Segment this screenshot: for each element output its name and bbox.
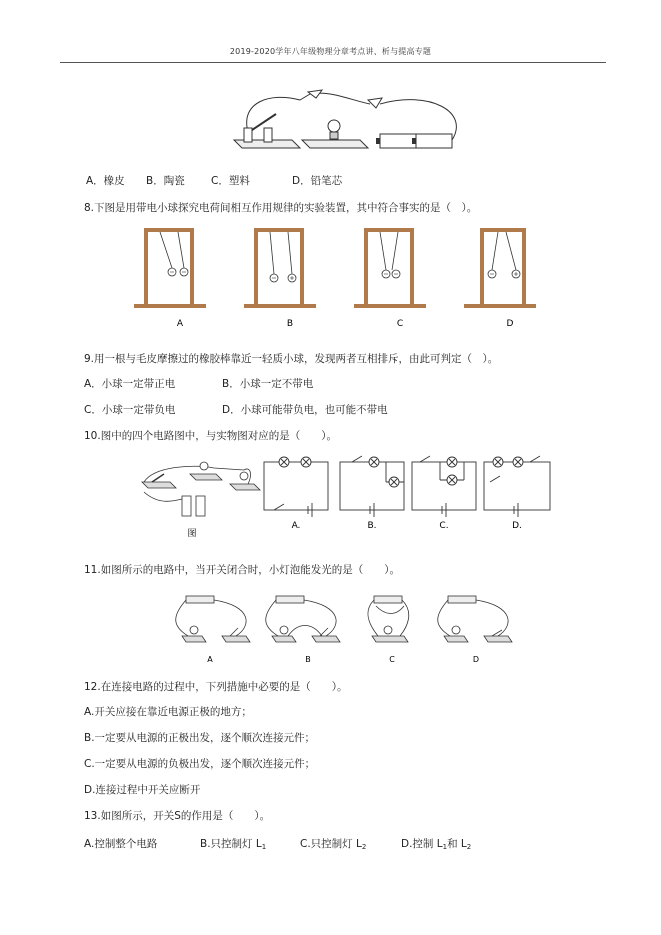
q12-stem: 12.在连接电路的过程中，下列措施中必要的是（ ）。	[84, 681, 348, 693]
q7-option-d[interactable]: D．铅笔芯	[292, 175, 343, 187]
q8-stand-d	[464, 228, 536, 308]
q8-stand-b	[244, 228, 316, 308]
q8-label-b: B	[286, 319, 294, 329]
q10-figure	[134, 452, 564, 544]
q12-option-d[interactable]: D.连接过程中开关应断开	[84, 784, 201, 796]
q13-option-b[interactable]: B.只控制灯 $L_1$	[200, 838, 267, 851]
q10-stem: 10.图中的四个电路图中，与实物图对应的是（ ）。	[84, 430, 337, 442]
q8-label-a: A	[176, 319, 184, 329]
q10-real-circuit	[142, 462, 260, 539]
q7-circuit-figure	[230, 82, 470, 154]
q9-stem: 9.用一根与毛皮摩擦过的橡胶棒靠近一轻质小球，发现两者互相排斥，由此可判定（ ）。	[84, 353, 499, 365]
q11-figure	[172, 586, 522, 666]
q12-option-a[interactable]: A.开关应接在靠近电源正极的地方；	[84, 706, 252, 718]
header-divider	[60, 62, 606, 63]
q8-stand-a	[134, 228, 206, 308]
q11-circuit-a	[176, 596, 250, 642]
q10-label-a: A.	[291, 521, 301, 531]
q9-option-b[interactable]: B．小球一定不带电	[222, 378, 314, 390]
q10-diagram-b	[340, 456, 404, 517]
q9-option-a[interactable]: A．小球一定带正电	[84, 378, 176, 390]
q12-option-b[interactable]: B.一定要从电源的正极出发，逐个顺次连接元件；	[84, 732, 316, 744]
q8-stem: 8.下图是用带电小球探究电荷间相互作用规律的实验装置，其中符合事实的是（ ）。	[84, 202, 478, 214]
q10-diagram-d	[484, 456, 550, 517]
q13-option-a[interactable]: A.控制整个电路	[84, 838, 158, 850]
q11-circuit-c	[368, 596, 409, 642]
q11-label-b: B	[305, 655, 311, 664]
q8-label-c: C	[396, 319, 404, 329]
q10-label-d: D.	[512, 521, 522, 531]
q10-diagram-a	[264, 457, 328, 517]
page-header: 2019-2020学年八年级物理分章考点讲、析与提高专题	[229, 47, 432, 56]
q13-option-d[interactable]: D.控制 $L_1$和 $L_2$	[401, 838, 472, 851]
q8-stand-c	[354, 228, 426, 308]
q10-label-b: B.	[367, 521, 377, 531]
q10-label-c: C.	[439, 521, 449, 531]
q9-option-d[interactable]: D．小球可能带负电，也可能不带电	[222, 404, 388, 416]
q12-option-c[interactable]: C.一定要从电源的负极出发，逐个顺次连接元件；	[84, 758, 316, 770]
q10-diagram-c	[412, 456, 476, 517]
q7-option-c[interactable]: C．塑料	[211, 175, 250, 187]
q13-option-c[interactable]: C.只控制灯 $L_2$	[300, 838, 367, 851]
q8-label-d: D	[506, 319, 514, 329]
q8-figure	[130, 224, 550, 334]
q7-option-a[interactable]: A．橡皮	[86, 175, 125, 187]
q10-figure-label: 图	[187, 529, 197, 539]
q11-label-a: A	[207, 655, 213, 664]
q11-label-c: C	[389, 655, 395, 664]
q9-option-c[interactable]: C．小球一定带负电	[84, 404, 176, 416]
q7-option-b[interactable]: B．陶瓷	[146, 175, 185, 187]
q11-circuit-d	[438, 596, 512, 642]
q11-stem: 11.如图所示的电路中，当开关闭合时，小灯泡能发光的是（ ）。	[84, 564, 400, 576]
q11-label-d: D	[472, 655, 480, 664]
q13-stem: 13.如图所示，开关S的作用是（ ）。	[84, 810, 271, 822]
q11-circuit-b	[266, 596, 340, 642]
